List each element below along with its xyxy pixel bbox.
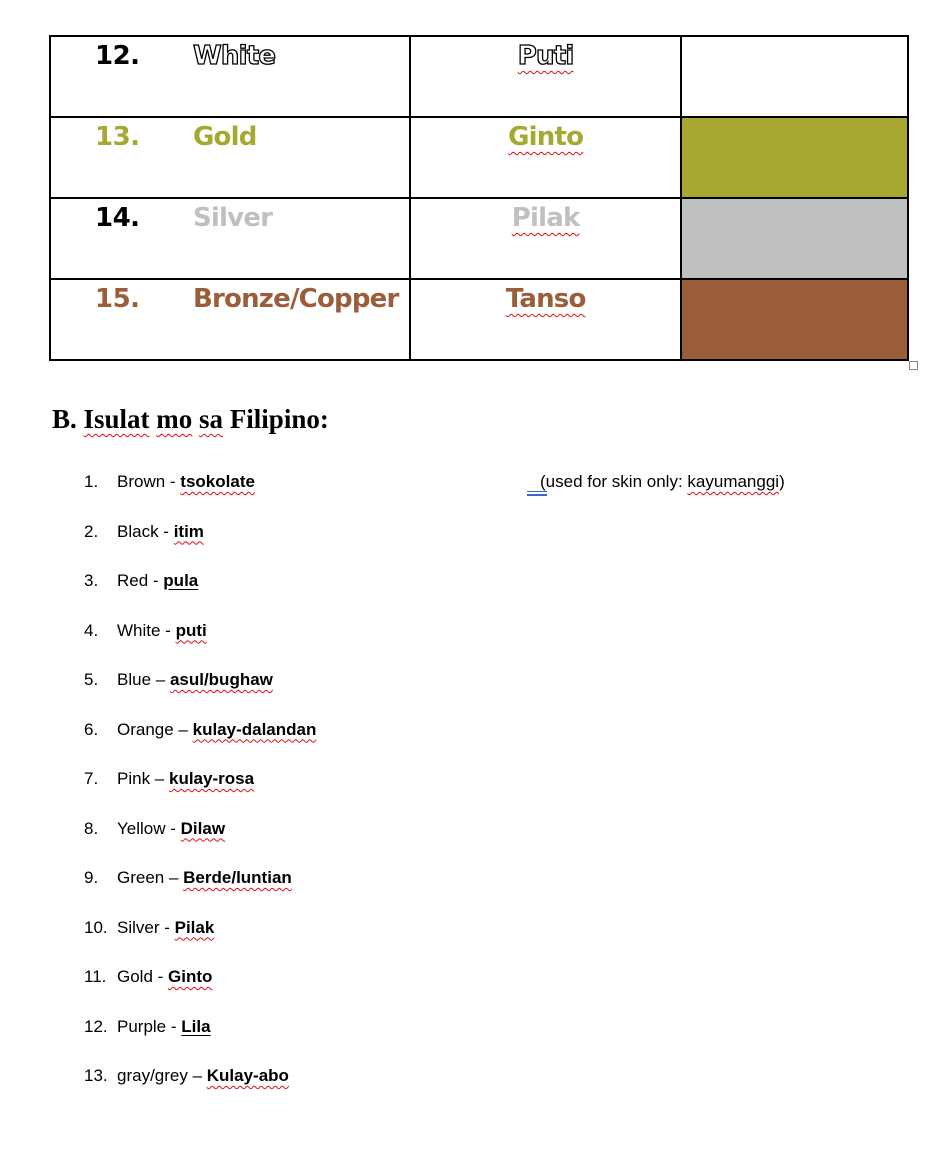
row-number: 15. [95,284,140,314]
item-answer: Pilak [174,917,215,937]
item-number: 4. [84,620,99,640]
filipino-cell [410,279,682,360]
item-label: White - [117,620,176,640]
answer-list [84,472,316,1116]
item-label: Gold - [117,967,169,986]
item-label: gray/grey – [117,1066,207,1085]
item-answer: Kulay-abo [206,1066,289,1085]
filipino-word: Pilak [511,203,580,233]
item-number: 7. [84,769,99,788]
list-item [84,868,316,918]
color-row [50,279,908,360]
note-word: kayumanggi [687,472,780,491]
list-item [84,1017,316,1067]
section-heading [52,404,329,435]
heading-word-sa: sa [199,404,224,434]
english-color-name: Bronze/Copper [193,284,399,314]
item-number: 1. [84,472,99,491]
list-item [84,472,316,522]
color-row [50,36,908,117]
english-color-name: Silver [193,203,273,233]
filipino-color-name [411,203,681,233]
filipino-cell [410,117,682,198]
item-answer: tsokolate [180,472,255,491]
english-color-name: Gold [193,122,257,152]
color-swatch [682,280,907,359]
english-cell [50,279,410,360]
item-number: 10. [84,917,108,937]
english-cell [50,198,410,279]
item-number: 13. [84,1066,108,1085]
heading-word-isulat: Isulat [83,404,150,434]
list-item [84,571,316,621]
list-item [84,621,316,671]
item-answer: puti [175,620,207,640]
list-item [84,522,316,572]
filipino-cell [410,198,682,279]
row-number: 13. [95,122,140,152]
item-label: Silver - [117,917,175,937]
item-number: 9. [84,868,99,887]
filipino-word: Ginto [508,122,584,152]
swatch-cell [681,279,908,360]
color-table-body [50,36,908,360]
color-swatch [682,199,907,278]
english-color-name: White [193,41,276,71]
skin-note [540,472,785,492]
item-answer: pula [163,571,199,590]
item-answer: Ginto [168,967,213,986]
item-label: Brown - [117,472,181,491]
item-label: Green – [117,868,184,887]
item-answer: itim [173,521,204,541]
list-item [84,670,316,720]
table-resize-handle[interactable] [909,361,918,370]
item-answer: Lila [181,1016,211,1036]
item-number: 3. [84,571,99,590]
item-label: Pink – [117,769,169,788]
list-item [84,967,316,1017]
item-label: Purple - [117,1016,182,1036]
item-number: 11. [84,967,107,986]
item-label: Blue – [117,670,170,689]
color-swatch [682,118,907,197]
item-label: Red - [117,571,164,590]
swatch-cell [681,36,908,117]
filipino-cell [410,36,682,117]
filipino-color-name [411,122,681,152]
item-label: Yellow - [117,818,181,838]
list-item [84,769,316,819]
english-cell [50,36,410,117]
item-answer: kulay-rosa [168,769,255,788]
item-number: 8. [84,818,99,838]
row-number: 14. [95,203,140,233]
list-item [84,819,316,869]
heading-suffix: Filipino: [223,404,329,434]
item-answer: kulay-dalandan [192,719,317,739]
filipino-color-name [411,284,681,314]
item-number: 6. [84,719,99,739]
item-answer: asul/bughaw [169,670,273,689]
color-row [50,198,908,279]
filipino-color-name [411,41,681,71]
item-label: Black - [117,521,174,541]
english-cell [50,117,410,198]
note-prefix: (used for skin only: [540,472,688,491]
list-item [84,918,316,968]
list-item [84,1066,316,1116]
heading-prefix: B. [52,404,84,434]
color-row [50,117,908,198]
color-swatch [682,37,907,116]
note-suffix: ) [779,472,785,491]
filipino-word: Tanso [505,284,586,314]
item-label: Orange – [117,719,193,739]
row-number: 12. [95,41,140,71]
item-number: 5. [84,670,99,689]
item-answer: Dilaw [180,818,226,838]
heading-word-mo: mo [156,404,193,434]
color-table [49,35,909,361]
item-answer: Berde/luntian [183,868,292,887]
item-number: 12. [84,1016,108,1036]
swatch-cell [681,117,908,198]
filipino-word: Puti [517,41,574,71]
swatch-cell [681,198,908,279]
item-number: 2. [84,521,99,541]
list-item [84,720,316,770]
